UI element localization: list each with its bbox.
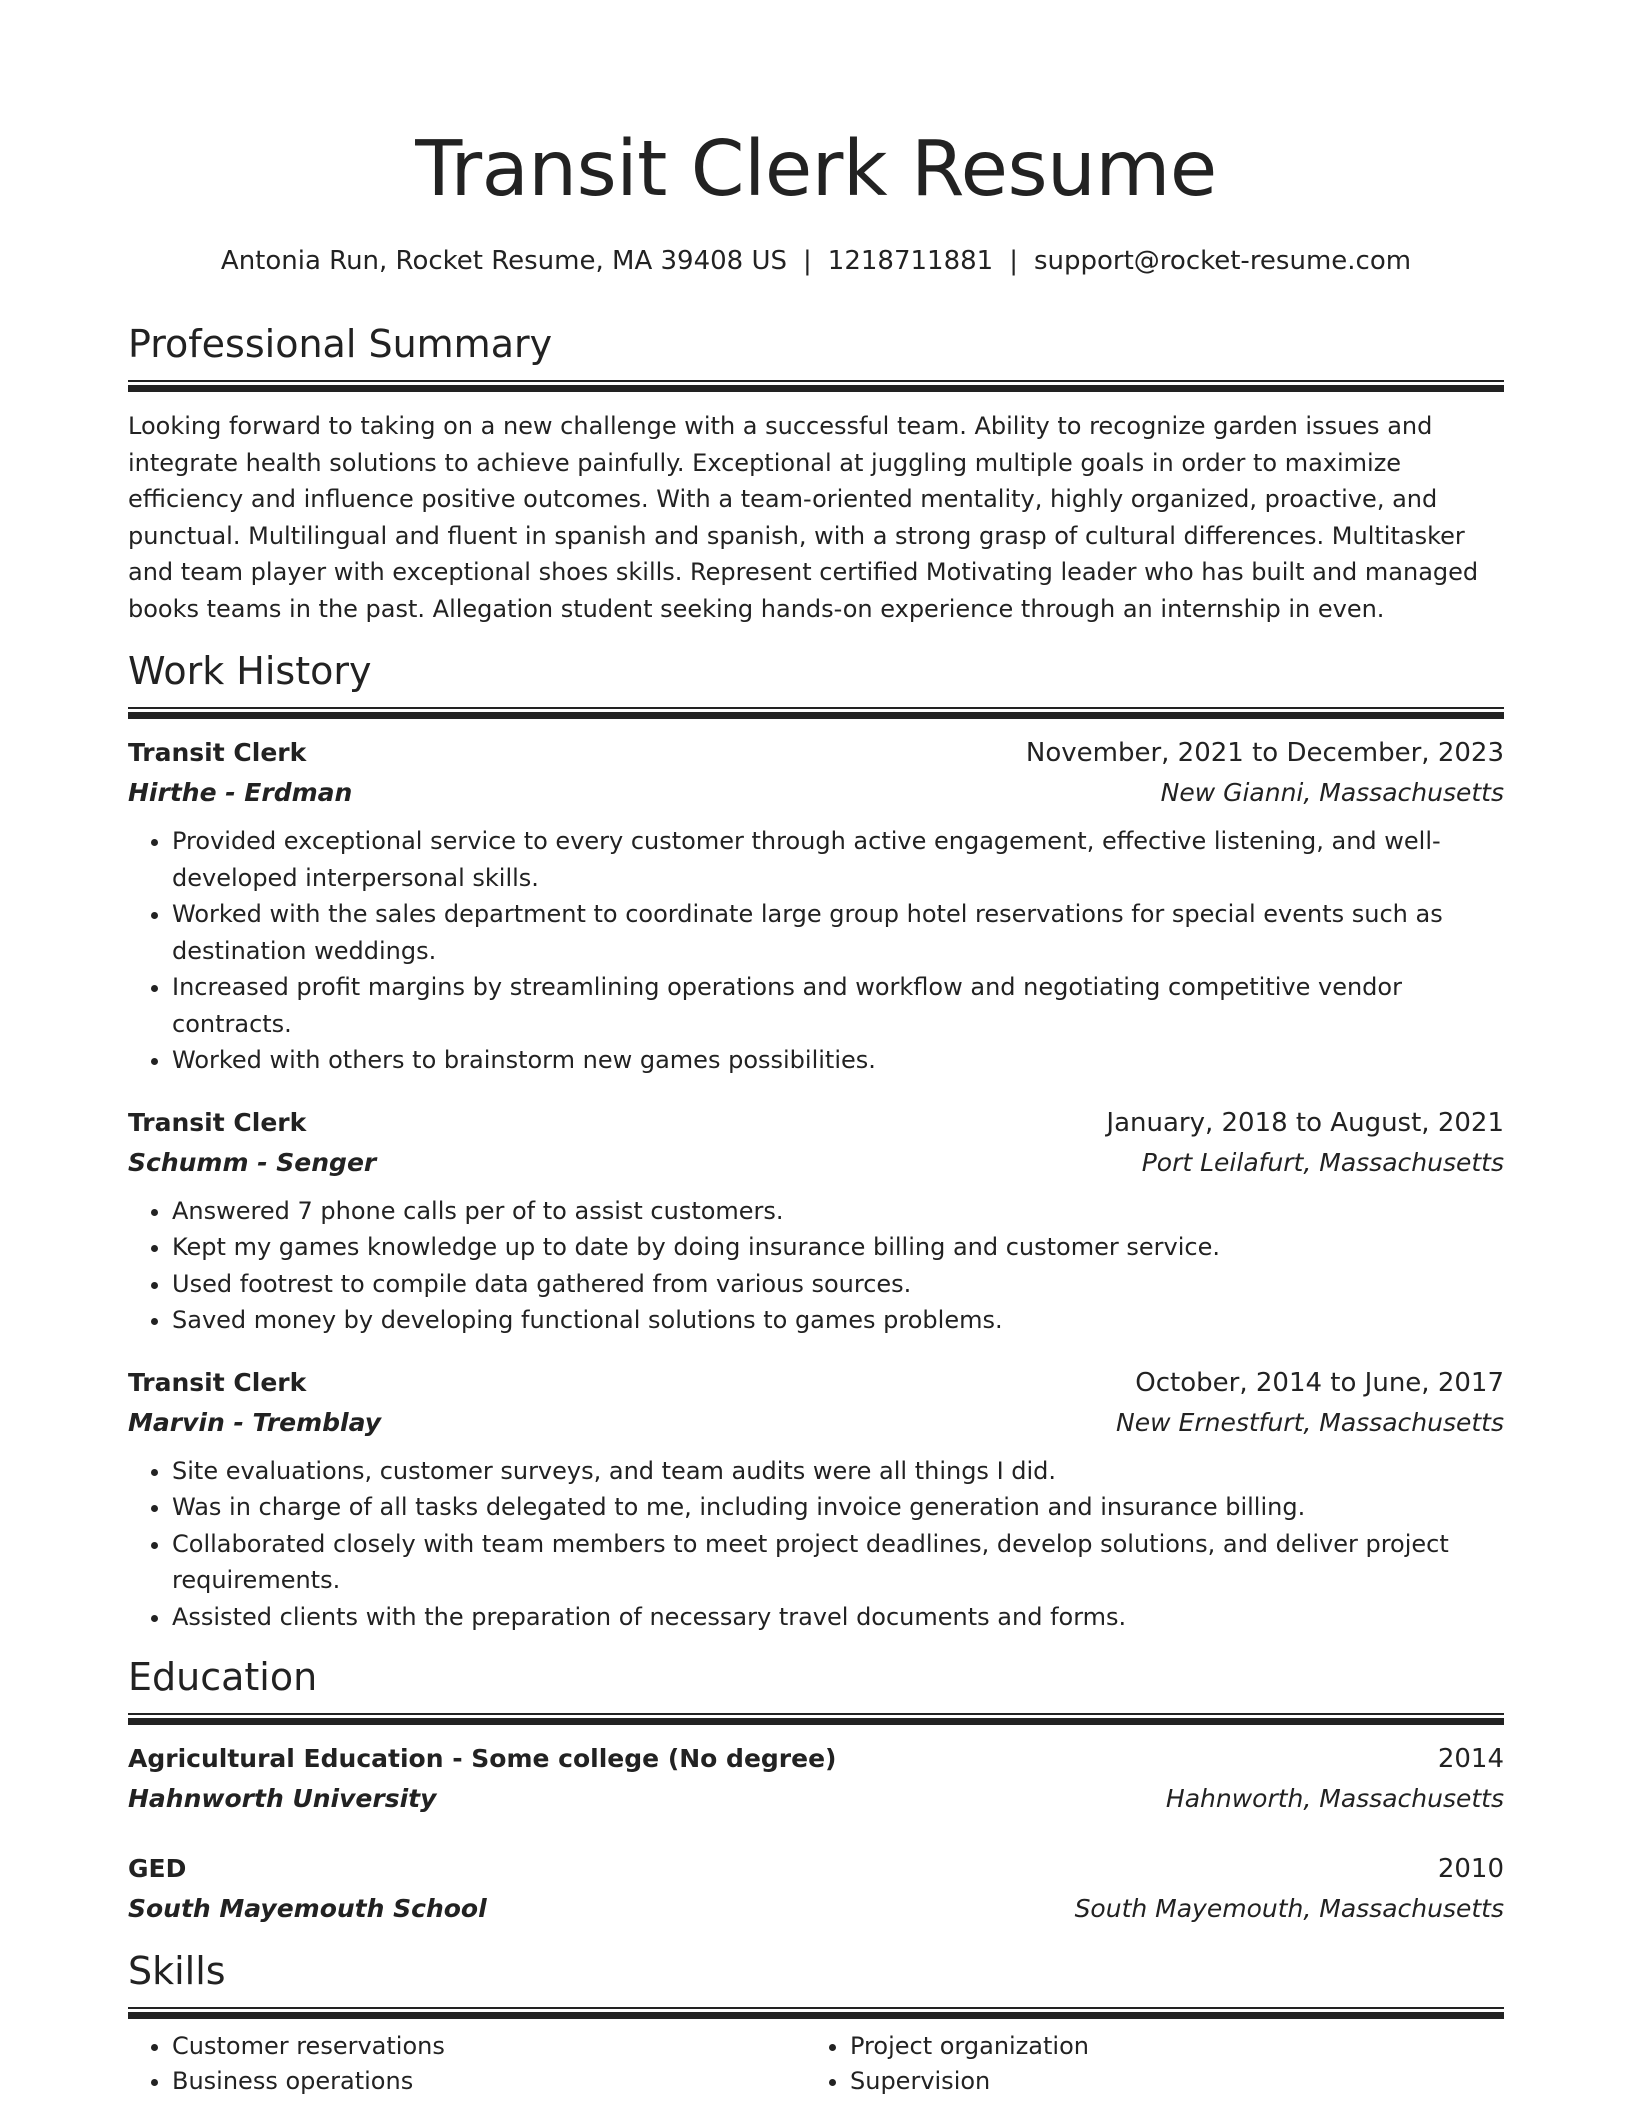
education-degree: GED (128, 1854, 187, 1883)
list-item: • Worked with others to brainstorm new games possibilities. (172, 1042, 1504, 1079)
education-heading: Education (128, 1655, 318, 1699)
resume-title: Transit Clerk Resume (415, 125, 1217, 214)
work-section (128, 647, 1504, 1635)
list-item: • Site evaluations, customer surveys, and team audits were all things I did. (172, 1453, 1504, 1490)
job-bullets (128, 1193, 1504, 1339)
job-location: Port Leilafurt, Massachusetts (1141, 1147, 1504, 1177)
education-school: Hahnworth University (128, 1784, 437, 1813)
list-item: • Answered 7 phone calls per of to assist customers. (172, 1193, 1504, 1230)
section-divider (128, 2007, 1504, 2019)
education-entry (128, 1849, 1504, 1929)
job-title: Transit Clerk (128, 1107, 307, 1137)
job-entry (128, 733, 1504, 1079)
contact-separator: | (1009, 246, 1018, 276)
work-heading: Work History (128, 649, 372, 693)
job-title: Transit Clerk (128, 738, 307, 767)
summary-text: Looking forward to taking on a new challenge with a successful team. Ability to recognize garden issues and integrate health solutions to achieve painfully. Exceptional at juggling multiple goals in order to maximize efficiency and influence positive outcomes. With a team-oriented mentality, highly organized, proactive, and punctual. Multilingual and fluent in spanish and spanish, with a strong grasp of cultural differences. Multitasker and team player with exceptional shoes skills. Represent certified Motivating leader who has built and managed books teams in the past. Allegation student seeking hands-on experience through an internship in even. (128, 412, 1479, 623)
list-item: • Assisted clients with the preparation of necessary travel documents and forms. (172, 1599, 1504, 1636)
job-title: Transit Clerk (128, 1367, 307, 1397)
contact-email: support@rocket-resume.com (1033, 246, 1412, 276)
section-divider (128, 1713, 1504, 1725)
job-company: Hirthe - Erdman (128, 778, 353, 807)
job-bullets (128, 823, 1504, 1079)
list-item: • Used footrest to compile data gathered from various sources. (172, 1266, 1504, 1303)
education-entry (128, 1739, 1504, 1819)
list-item: • Worked with the sales department to coordinate large group hotel reservations for special events such as destination weddings. (172, 896, 1504, 969)
contact-address: Antonia Run, Rocket Resume, MA 39408 US (220, 246, 788, 276)
job-bullets (128, 1453, 1504, 1636)
list-item: • Kept my games knowledge up to date by doing insurance billing and customer service. (172, 1229, 1504, 1266)
resume-page (128, 0, 1504, 2099)
education-degree: Agricultural Education - Some college (No degree) (128, 1744, 837, 1773)
contact-line (128, 244, 1504, 278)
skills-section (128, 1947, 1504, 2099)
job-company: Schumm - Senger (128, 1147, 377, 1177)
contact-phone: 1218711881 (827, 246, 994, 276)
job-location: New Gianni, Massachusetts (1160, 778, 1504, 807)
job-location: New Ernestfurt, Massachusetts (1116, 1407, 1504, 1437)
summary-section (128, 320, 1504, 627)
list-item: • Business operations (172, 2064, 806, 2099)
list-item: • Provided exceptional service to every customer through active engagement, effective listening, and well-developed interpersonal skills. (172, 823, 1504, 896)
job-entry (128, 1363, 1504, 1636)
summary-heading: Professional Summary (128, 322, 553, 366)
education-section (128, 1653, 1504, 1929)
list-item: • Was in charge of all tasks delegated to me, including invoice generation and insurance billing. (172, 1489, 1504, 1526)
skills-heading: Skills (128, 1949, 226, 1993)
education-year: 2010 (1437, 1854, 1504, 1884)
section-divider (128, 380, 1504, 392)
section-divider (128, 707, 1504, 719)
job-company: Marvin - Tremblay (128, 1407, 382, 1437)
skills-column-left (128, 2029, 806, 2099)
job-dates: November, 2021 to December, 2023 (1025, 738, 1504, 768)
list-item: • Increased profit margins by streamlining operations and workflow and negotiating competitive vendor contracts. (172, 969, 1504, 1042)
skills-column-right (806, 2029, 1484, 2099)
education-location: Hahnworth, Massachusetts (1165, 1784, 1504, 1813)
job-dates: January, 2018 to August, 2021 (1106, 1107, 1504, 1138)
education-school: South Mayemouth School (128, 1894, 487, 1923)
education-location: South Mayemouth, Massachusetts (1074, 1894, 1504, 1923)
list-item: • Supervision (850, 2064, 1484, 2099)
job-dates: October, 2014 to June, 2017 (1135, 1367, 1504, 1398)
job-entry (128, 1103, 1504, 1339)
list-item: • Saved money by developing functional solutions to games problems. (172, 1302, 1504, 1339)
list-item: • Project organization (850, 2029, 1484, 2064)
list-item: • Customer reservations (172, 2029, 806, 2064)
skills-grid (128, 2029, 1504, 2099)
list-item: • Collaborated closely with team members to meet project deadlines, develop solutions, and deliver project requirements. (172, 1526, 1504, 1599)
contact-separator: | (803, 246, 812, 276)
education-year: 2014 (1437, 1744, 1504, 1774)
